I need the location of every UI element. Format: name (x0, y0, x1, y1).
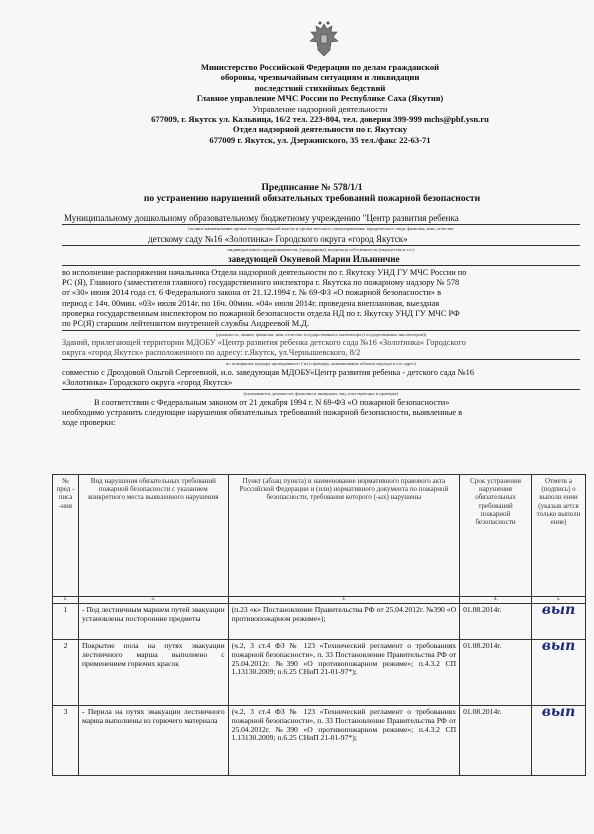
header-line-4: Главное управление МЧС России по Республике Саха (Якутия) (196, 93, 444, 104)
object-caption: по пожарному надзору проводившего (-их) проверку, наименование объекта надзора и его адрес) (225, 361, 417, 366)
title-subject: по устранению нарушений обязательных требований пожарной безопасности (143, 193, 481, 204)
colnum-2: 2. (78, 597, 228, 604)
header-line-1: Министерство Российской Федерации по делам гражданской (200, 62, 440, 72)
jointly-line-1: совместно с Дроздовой Ольгой Сергеевной, и.о. заведующая МДОБУ«Центр развития ребенка - детского сада №16 (62, 368, 475, 377)
header-line-8: 677009 г. Якутск, ул. Дзержинского, 35 тел./факс 22-63-71 (209, 134, 431, 145)
header-line-2: обороны, чрезвычайным ситуациям и ликвидации (220, 72, 420, 83)
header-violation: Вид нарушения обязательных требований пожарной безопасности с указанием конкретного места выявленного нарушения (78, 475, 228, 597)
table-row (53, 640, 586, 706)
document-title (0, 182, 594, 204)
table-header-row (53, 475, 586, 597)
jointly-caption: (указываются должности, фамилии и инициалы лиц, участвующих в проверке) (243, 391, 399, 396)
row-num: 2 (53, 640, 79, 706)
basis-line-4: период с 14ч. 00мин. «03» июля 2014г. по 16ч. 00мин. «04» июля 2014г. проведена внеплановая, выездная (62, 298, 440, 308)
recipient-caption-1: (полное наименование органа государственной власти и органа местного самоуправления, юридического лица, фамилия, имя, отчество (188, 226, 454, 231)
recipient-person: заведующей Окуневой Марии Ильиничне (228, 254, 400, 264)
row-violation: - Перила на путях эвакуации лестничного марша выполнены из горючего материала (78, 706, 228, 776)
intro-line-3: ходе проверки: (62, 418, 116, 428)
basis-caption: (должность, звание, фамилия, имя, отчество государственного инспектора (государственных инспекторов)) (215, 332, 427, 337)
violations-table (52, 474, 586, 776)
recipient-org-line-1: Муниципальному дошкольному образовательному бюджетному учреждению "Центр развития ребенка (64, 213, 459, 223)
basis-line-2: РС (Я), Главного (заместителя главного) государственного инспектора г. Якутска по пожарному надзору № 578 (62, 278, 460, 288)
object-paragraph (62, 338, 592, 358)
row-mark-signature: вып (532, 640, 586, 706)
row-deadline: 01.08.2014г. (460, 604, 532, 640)
basis-paragraph (62, 268, 592, 329)
header-line-6: 677009, г. Якутск ул. Кальвица, 16/2 тел. 223-804, тел. доверия 399-999 mchs@pbf.ysn.ru (151, 114, 489, 125)
object-line-2: округа «город Якутск» расположенного по адресу: г.Якутск, ул.Чернышевского, 8/2 (62, 348, 361, 358)
row-deadline: 01.08.2014г. (460, 640, 532, 706)
row-violation: Покрытие пола на путях эвакуации лестничного марша выполнено с применением горючих красок (78, 640, 228, 706)
row-clause: (ч.2, 3 ст.4 ФЗ № 123 «Технический регламент о требованиях пожарной безопасности», п. 33 Постановление Правительства РФ от 25.04.2012г. №390 «О противопожарном режиме»; п.4.3.2 СП 1.13130.2009; п.6.25 СНиП 21-01-97*); (228, 640, 459, 706)
row-num: 1 (53, 604, 79, 640)
title-number: Предписание № 578/1/1 (261, 182, 363, 193)
recipient-org-line-2: детскому саду №16 «Золотинка» Городского округа «город Якутск» (148, 234, 408, 244)
row-mark-signature: вып (532, 706, 586, 776)
row-clause: (п.23 «к» Постановление Правительства РФ от 25.04.2012г. №390 «О противопожарном режиме»); (228, 604, 459, 640)
jointly-paragraph (62, 368, 592, 388)
colnum-4: 4. (460, 597, 532, 604)
object-line-1: Зданий, прилегающей территории МДОБУ «Центр развития ребенка детского сада №16 «Золотинка» Городского (62, 338, 466, 347)
basis-line-6: по РС(Я) старшим лейтенантом внутренней службы Андреевой М.Д. (62, 319, 310, 329)
jointly-line-2: «Золотинка» Городского округа «город Якутск» (62, 378, 233, 388)
row-mark-signature: вып (532, 604, 586, 640)
basis-line-3: от «30» июня 2014 года ст. 6 Федерального закона от 21.12.1994 г. № 69-ФЗ «О пожарной безопасности» в (62, 288, 442, 298)
header-line-5: Управление надзорной деятельности (252, 103, 388, 114)
intro-paragraph (62, 398, 592, 429)
russian-eagle-emblem-icon (306, 20, 342, 60)
column-number-row (53, 597, 586, 604)
row-num: 3 (53, 706, 79, 776)
header-clause: Пункт (абзац пункта) и наименование нормативного правового акта Российской Федерации и (или) нормативного документа по пожарной безопасности, требования которого (-ых) нарушены (228, 475, 459, 597)
recipient-caption-2: индивидуального предпринимателя, (гражданина), владельца собственности (имущества и т.п.) (227, 247, 415, 252)
header-num: № пред - писа -ния (53, 475, 79, 597)
intro-line-1: В соответствии с Федеральным законом от 21 декабря 1994 г. N 69-ФЗ «О пожарной безопасности» (94, 398, 450, 407)
row-clause: (ч.2, 3 ст.4 ФЗ № 123 «Технический регламент о требованиях пожарной безопасности», п. 33 Постановление Правительства РФ от 25.04.2012г. №390 «О противопожарном режиме»; п.4.3.2 СП 1.13130.2009; п.6.25 СНиП 21-01-97*); (228, 706, 459, 776)
intro-line-2: необходимо устранить следующие нарушения обязательных требований пожарной безопасности, выявленные в (62, 408, 463, 418)
table-row (53, 604, 586, 640)
header-mark: Отметк а (подпись) о выполн ении (указыв ается только выполн ение) (532, 475, 586, 597)
row-deadline: 01.08.2014г. (460, 706, 532, 776)
colnum-3: 3. (228, 597, 459, 604)
row-violation: - Под лестничным маршем путей эвакуации установлены посторонние предметы (78, 604, 228, 640)
header-deadline: Срок устранения нарушения обязательных требований пожарной безопасности (460, 475, 532, 597)
colnum-1: 1. (53, 597, 79, 604)
header-line-3: последствий стихийных бедствий (254, 82, 386, 93)
basis-line-1: во исполнение распоряжения начальника Отдела надзорной деятельности по г. Якутску УНД ГУ МЧС России по (62, 268, 467, 277)
colnum-5: 5. (532, 597, 586, 604)
table-row (53, 706, 586, 776)
agency-header (140, 62, 500, 145)
header-line-7: Отдел надзорной деятельности по г. Якутску (232, 124, 408, 135)
basis-line-5: проверка государственным инспектором по пожарной безопасности отдела НД по г. Якутску УНД ГУ МЧС РФ (62, 308, 460, 318)
